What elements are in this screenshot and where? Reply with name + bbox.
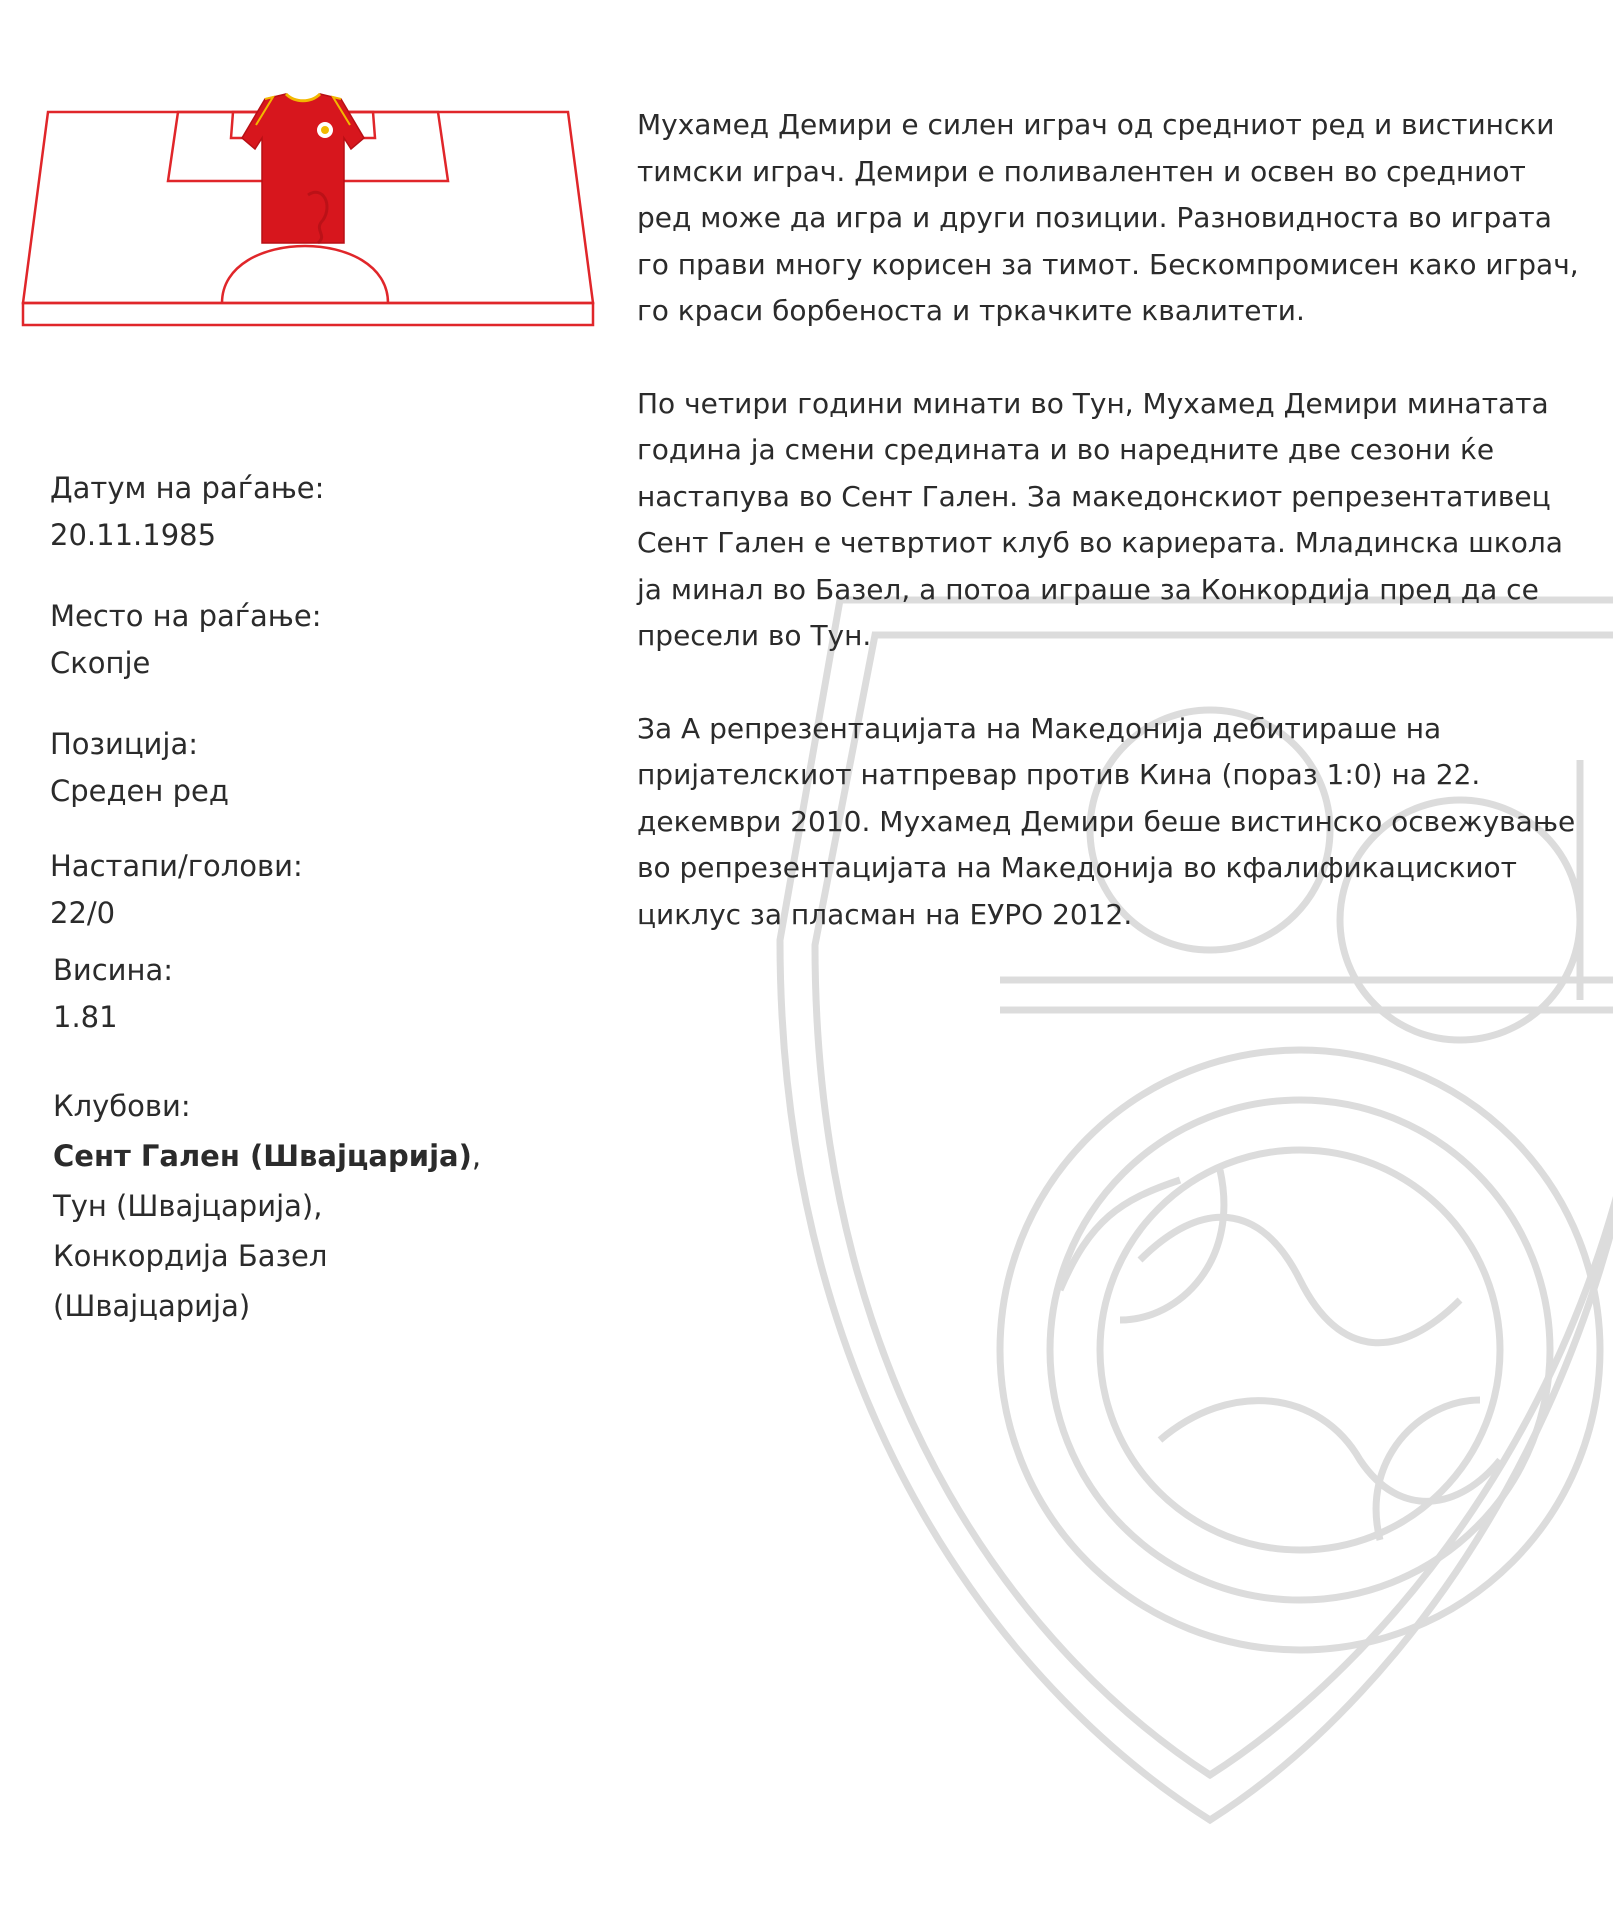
bio-paragraph: За А репрезентацијата на Македонија дебитираше на пријателскиот натпревар против Кина (пораз 1:0) на 22. декември 2010. Мухамед Демири беше вистинско освежување во репрезентацијата на Македонија во кфалификацискиот циклус за пласман на ЕУРО 2012. — [637, 711, 1576, 931]
height-label: Висина: — [53, 953, 174, 987]
football-pitch-icon — [18, 85, 598, 335]
position-value: Среден ред — [50, 774, 229, 808]
caps-goals-value: 22/0 — [50, 896, 116, 930]
club-previous: (Швајцарија) — [53, 1289, 251, 1323]
club-separator: , — [471, 1139, 482, 1173]
height-value: 1.81 — [53, 1000, 118, 1034]
position-label: Позиција: — [50, 727, 199, 761]
club-current-name: Сент Гален (Швајцарија) — [53, 1139, 472, 1173]
birthdate-value: 20.11.1985 — [50, 518, 217, 552]
caps-goals-label: Настапи/голови: — [50, 849, 303, 883]
bio-paragraph: По четири години минати во Тун, Мухамед Демири минатата година ја смени средината и во наредните две сезони ќе настапува во Сент Гален. За македонскиот репрезентативец Сент Гален е четвртиот клуб во кариерата. Младинска школа ја минал во Базел, а потоа играше за Конкордија пред да се пресели во Тун. — [637, 386, 1563, 652]
birthplace-field — [50, 593, 550, 687]
position-field — [50, 721, 550, 815]
clubs-field — [53, 1081, 550, 1331]
club-previous: Конкордија Базел — [53, 1239, 328, 1273]
height-field — [53, 947, 550, 1041]
clubs-label: Клубови: — [53, 1089, 191, 1123]
birthplace-value: Скопје — [50, 646, 151, 680]
club-previous: Тун (Швајцарија), — [53, 1189, 323, 1223]
bio-paragraph: Мухамед Демири е силен играч од средниот ред и вистински тимски играч. Демири е поливалентен и освен во средниот ред може да игра и други позиции. Разновидноста во играта го прави многу корисен за тимот. Бескомпромисен како играч, го краси борбеноста и тркачките квалитети. — [637, 108, 1579, 327]
caps-goals-field — [50, 843, 550, 937]
player-profile — [50, 465, 550, 1331]
birthdate-label: Датум на раѓање: — [50, 471, 325, 505]
birthdate-field — [50, 465, 550, 559]
club-current — [53, 1131, 550, 1181]
player-biography — [637, 102, 1587, 984]
red-jersey-icon — [242, 94, 364, 243]
birthplace-label: Место на раѓање: — [50, 599, 322, 633]
